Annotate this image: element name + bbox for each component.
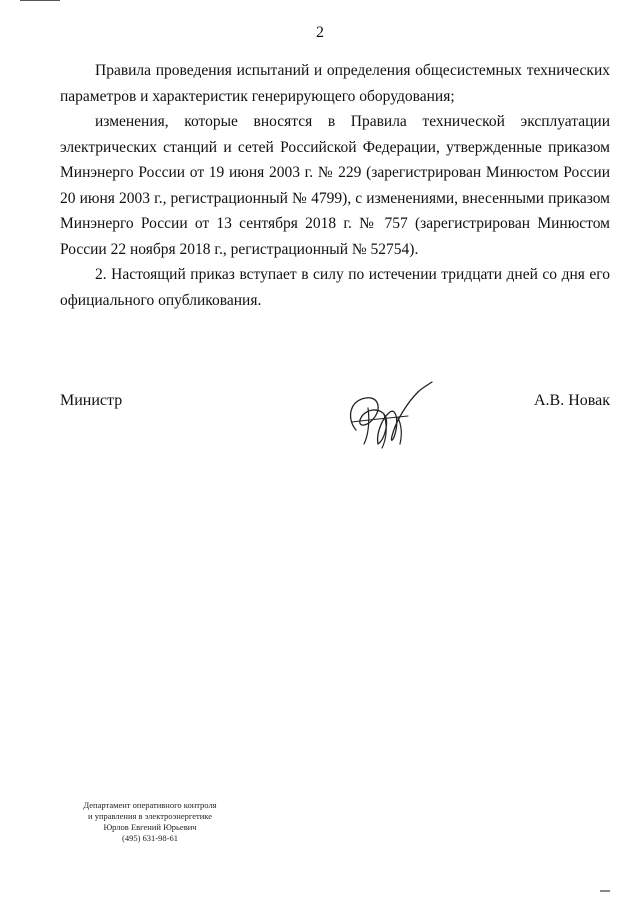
page-number: 2 [316,24,324,41]
paragraph-amendments: изменения, которые вносятся в Правила технической эксплуатации электрических станций и сетей Российской Федерации, утвержденные приказом Минэнерго России от 19 июня 2003 г. № 229 (зарегистрирован Минюстом России 20 июня 2003 г., регистрационный № 4799), с изменениями, внесенными приказом Минэнерго России от 13 сентября 2018 г. № 757 (зарегистрирован Минюстом России 22 ноября 2018 г., регистрационный № 52754). [60,113,610,258]
executor-name: Юрлов Евгений Юрьевич [103,822,197,832]
document-body [60,58,610,313]
paragraph-rules-testing: Правила проведения испытаний и определения общесистемных технических параметров и характеристик генерирующего оборудования; [60,62,610,105]
executor-department-line-1: Департамент оперативного контроля [83,800,217,810]
handwritten-signature [338,378,438,458]
paragraph-effective-date: 2. Настоящий приказ вступает в силу по истечении тридцати дней со дня его официального опубликования. [60,266,610,309]
scan-edge-mark [20,0,60,1]
signature-block [60,392,610,472]
scan-edge-mark-bottom [600,890,610,892]
signatory-name: А.В. Новак [534,392,610,409]
executor-department-line-2: и управления в электроэнергетике [88,811,212,821]
executor-contact [70,800,230,844]
signatory-title: Министр [60,392,123,409]
executor-phone: (495) 631-98-61 [122,833,178,843]
